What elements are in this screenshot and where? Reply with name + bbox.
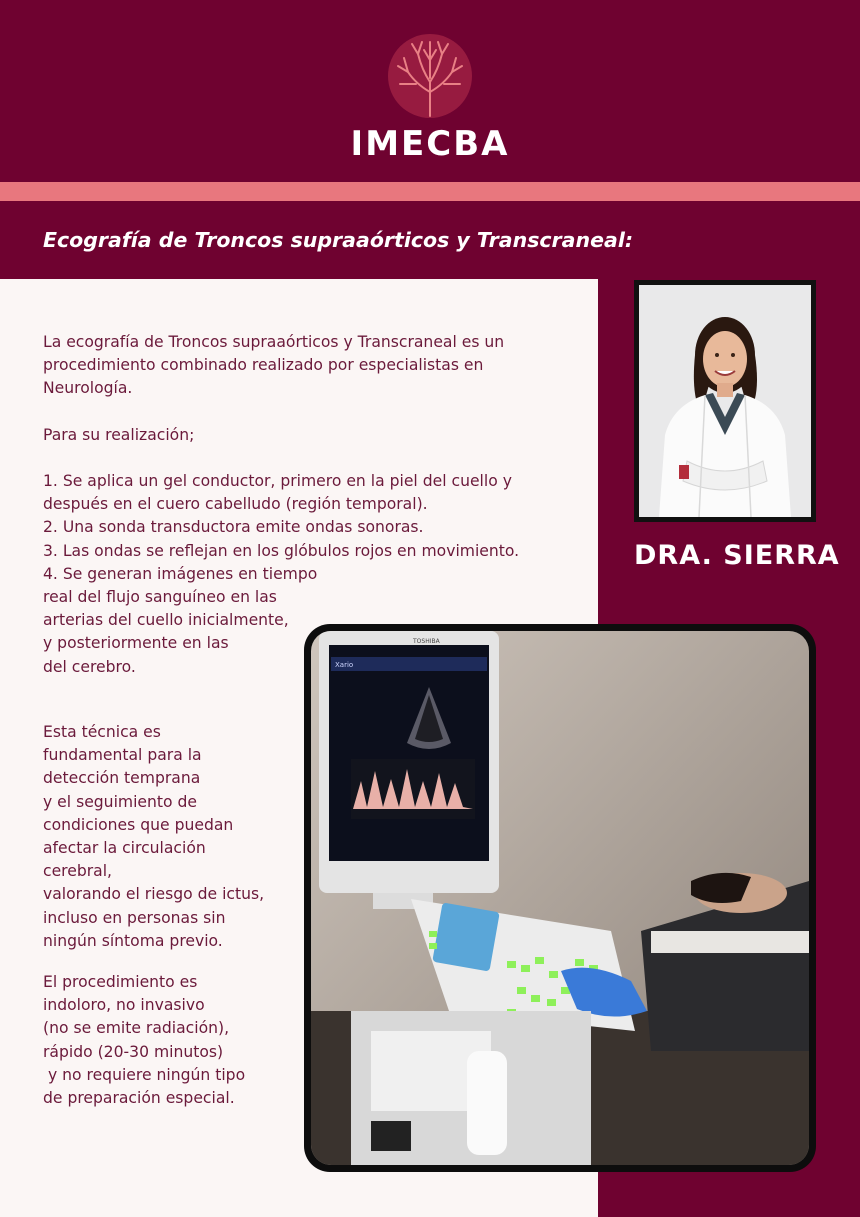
text-line: rápido (20-30 minutos) (43, 1042, 224, 1061)
text-line: y el seguimiento de (43, 792, 198, 811)
monitor-model-label: Xario (335, 661, 354, 669)
text-line: Neurología. (43, 379, 133, 398)
header-band (0, 0, 860, 182)
brand-name: IMECBA (350, 124, 510, 164)
list-item: y posteriormente en las (43, 634, 229, 653)
pink-stripe (0, 182, 860, 201)
text-line: El procedimiento es (43, 973, 198, 991)
text-line: valorando el riesgo de ictus, (43, 885, 265, 904)
list-item: 2. Una sonda transductora emite ondas sonoras. (43, 518, 424, 537)
text-line: de preparación especial. (43, 1089, 235, 1108)
text-line: ningún síntoma previo. (43, 931, 223, 950)
text-line: y no requiere ningún tipo (43, 1065, 246, 1084)
tree-icon (386, 32, 474, 120)
list-item: 4. Se generan imágenes en tiempo (43, 564, 318, 583)
intro-paragraph (43, 331, 504, 401)
list-item: del cerebro. (43, 657, 136, 676)
doctor-name: DRA. SIERRA (634, 540, 840, 571)
text-line: fundamental para la (43, 746, 202, 765)
text-line: detección temprana (43, 769, 201, 788)
text-line: condiciones que puedan (43, 815, 234, 834)
list-item: 1. Se aplica un gel conductor, primero en la piel del cuello y (43, 472, 512, 490)
text-line: La ecografía de Troncos supraaórticos y Transcraneal es un (43, 333, 505, 351)
steps-heading-block (43, 424, 194, 447)
doctor-photo (634, 280, 816, 522)
list-item: real del flujo sanguíneo en las (43, 588, 277, 607)
text-line: (no se emite radiación), (43, 1019, 230, 1038)
text-line: incluso en personas sin (43, 908, 226, 927)
text-line: indoloro, no invasivo (43, 996, 205, 1015)
text-line: cerebral, (43, 862, 112, 881)
list-item: 3. Las ondas se reflejan en los glóbulos rojos en movimiento. (43, 541, 520, 560)
ultrasound-photo (304, 624, 816, 1172)
importance-paragraph (43, 721, 264, 953)
ultrasound-machine-image (311, 631, 809, 1165)
page-title: Ecografía de Troncos supraaórticos y Transcraneal: (43, 228, 634, 252)
text-line: Esta técnica es (43, 723, 161, 741)
text-line: afectar la circulación (43, 839, 206, 858)
list-item: arterias del cuello inicialmente, (43, 611, 289, 630)
doctor-portrait-image (639, 285, 811, 517)
text-line: procedimiento combinado realizado por especialistas en (43, 356, 484, 375)
list-item: después en el cuero cabelludo (región temporal). (43, 495, 428, 514)
procedure-paragraph (43, 971, 245, 1110)
steps-heading: Para su realización; (43, 426, 195, 444)
monitor-brand-label: TOSHIBA (413, 638, 440, 645)
